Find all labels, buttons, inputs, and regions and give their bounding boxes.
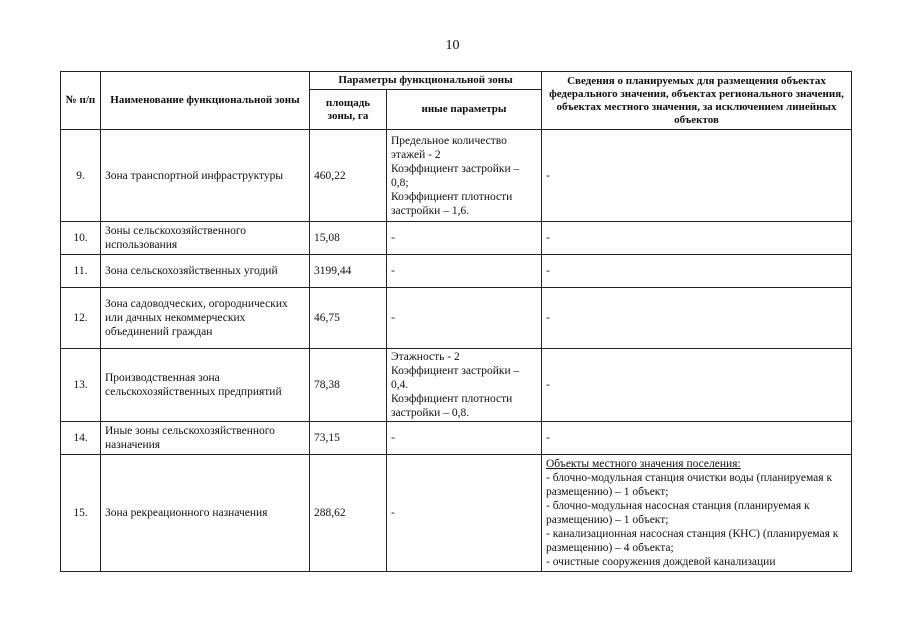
- row-number-cell: 11.: [61, 255, 101, 288]
- zone-info-cell: [542, 130, 852, 222]
- info-line: -: [546, 265, 550, 277]
- zone-name-cell: Производственная зона сельскохозяйственных предприятий: [101, 349, 310, 422]
- zone-params-cell: [387, 349, 542, 422]
- zone-name-cell: Зона транспортной инфраструктуры: [101, 130, 310, 222]
- header-name: Наименование функциональной зоны: [101, 72, 310, 130]
- param-line: -: [391, 232, 395, 244]
- zone-area-cell: 78,38: [310, 349, 387, 422]
- zones-table: [60, 71, 852, 572]
- param-line: -: [391, 312, 395, 324]
- zone-name-cell: Зоны сельскохозяйственного использования: [101, 222, 310, 255]
- row-number-cell: 14.: [61, 422, 101, 455]
- param-line: Коэффициент плотности застройки – 1,6.: [391, 190, 513, 217]
- info-line: -: [546, 232, 550, 244]
- info-line: - блочно-модульная насосная станция (планируемая к размещению) – 1 объект;: [546, 500, 810, 526]
- info-title: Объекты местного значения поселения:: [546, 458, 741, 470]
- zone-area-cell: 73,15: [310, 422, 387, 455]
- header-info: Сведения о планируемых для размещения объектах федерального значения, объектах регионального значения, объектах местного значения, за исключением линейных объектов: [542, 72, 852, 130]
- zone-params-cell: [387, 422, 542, 455]
- info-line: -: [546, 432, 550, 444]
- info-line: - канализационная насосная станция (КНС) (планируемая к размещению) – 4 объекта;: [546, 528, 839, 554]
- zone-name-cell: Иные зоны сельскохозяйственного назначения: [101, 422, 310, 455]
- row-number-cell: 12.: [61, 288, 101, 349]
- param-line: Коэффициент застройки – 0,8;: [391, 162, 520, 189]
- zone-info-cell: [542, 288, 852, 349]
- param-line: -: [391, 432, 395, 444]
- table-row: [61, 455, 852, 572]
- table-row: [61, 130, 852, 222]
- info-line: -: [546, 169, 550, 182]
- zone-name-cell: Зона садоводческих, огороднических или дачных некоммерческих объединений граждан: [101, 288, 310, 349]
- info-line: -: [546, 312, 550, 324]
- zone-params-cell: [387, 222, 542, 255]
- zone-info-cell: [542, 349, 852, 422]
- zone-params-cell: [387, 255, 542, 288]
- param-line: -: [391, 507, 395, 519]
- zone-info-cell: [542, 222, 852, 255]
- zone-name-cell: Зона рекреационного назначения: [101, 455, 310, 572]
- zone-area-cell: 3199,44: [310, 255, 387, 288]
- zone-area-cell: 460,22: [310, 130, 387, 222]
- header-params-group: Параметры функциональной зоны: [310, 72, 542, 90]
- header-other: иные параметры: [387, 90, 542, 130]
- table-row: [61, 288, 852, 349]
- table-row: [61, 349, 852, 422]
- zone-info-cell: [542, 255, 852, 288]
- param-line: Предельное количество этажей - 2: [391, 134, 507, 161]
- table-row: [61, 422, 852, 455]
- header-num: № п/п: [61, 72, 101, 130]
- page-number: 10: [445, 38, 460, 53]
- row-number-cell: 13.: [61, 349, 101, 422]
- zone-params-cell: [387, 455, 542, 572]
- zone-info-cell: [542, 455, 852, 572]
- info-line: - блочно-модульная станция очистки воды (планируемая к размещению) – 1 объект;: [546, 472, 833, 498]
- zone-params-cell: [387, 288, 542, 349]
- zone-area-cell: 15,08: [310, 222, 387, 255]
- param-line: Коэффициент плотности застройки – 0,8.: [391, 393, 513, 419]
- zone-name-cell: Зона сельскохозяйственных угодий: [101, 255, 310, 288]
- param-line: -: [391, 265, 395, 277]
- table-row: [61, 255, 852, 288]
- row-number-cell: 15.: [61, 455, 101, 572]
- info-line: - очистные сооружения дождевой канализации: [546, 556, 776, 568]
- zone-area-cell: 288,62: [310, 455, 387, 572]
- header-area: площадь зоны, га: [310, 90, 387, 130]
- row-number-cell: 9.: [61, 130, 101, 222]
- zone-params-cell: [387, 130, 542, 222]
- info-line: -: [546, 379, 550, 391]
- zone-area-cell: 46,75: [310, 288, 387, 349]
- row-number-cell: 10.: [61, 222, 101, 255]
- param-line: Этажность - 2: [391, 351, 460, 363]
- param-line: Коэффициент застройки – 0,4.: [391, 365, 520, 391]
- table-row: [61, 222, 852, 255]
- zone-info-cell: [542, 422, 852, 455]
